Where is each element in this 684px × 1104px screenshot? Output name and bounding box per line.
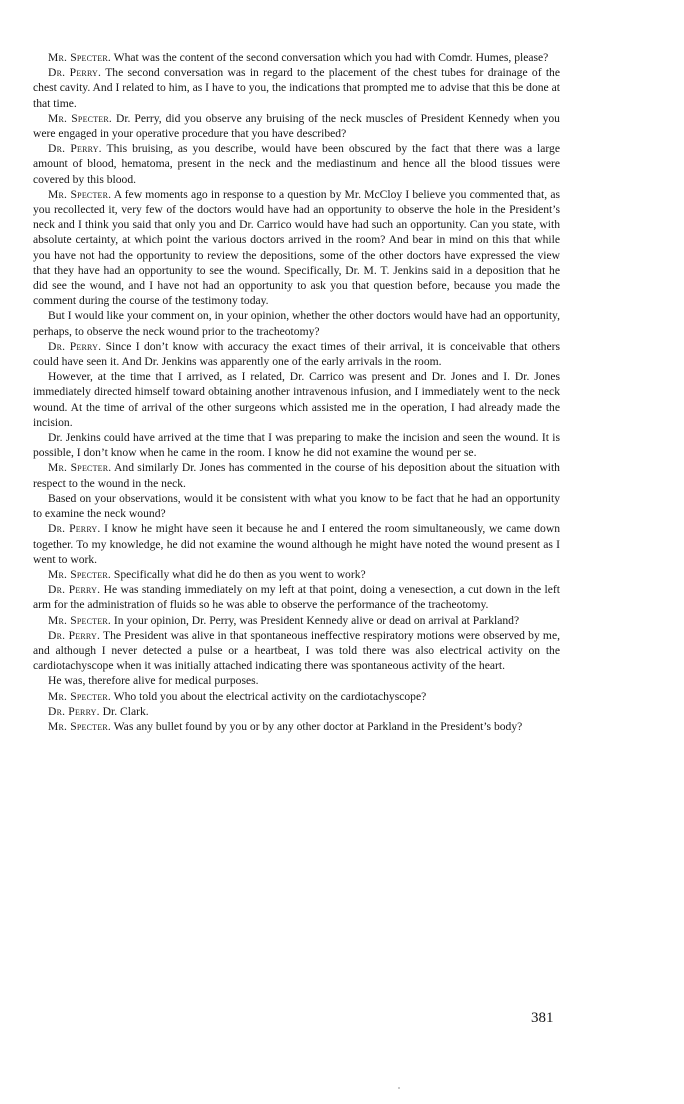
transcript-paragraph <box>33 141 560 187</box>
paragraph-text: Who told you about the electrical activity on the cardiotachyscope? <box>110 689 427 703</box>
paragraph-text: Dr. Perry, did you observe any bruising of the neck muscles of President Kennedy when you were engaged in your operative procedure that you have described? <box>33 111 560 141</box>
paragraph-text: Since I don’t know with accuracy the exact times of their arrival, it is conceivable that others could have seen it. And Dr. Jenkins was apparently one of the early arrivals in the room. <box>33 339 560 369</box>
transcript-paragraph <box>33 369 560 430</box>
transcript-paragraph <box>33 430 560 460</box>
transcript-paragraph <box>33 673 560 688</box>
transcript-paragraph <box>33 111 560 141</box>
transcript-paragraph <box>33 613 560 628</box>
speaker-label: Dr. Perry. <box>48 628 101 642</box>
transcript-paragraph <box>33 491 560 521</box>
paragraph-text: He was standing immediately on my left at that point, doing a venesection, a cut down in the left arm for the administration of fluids so he was able to observe the performance of the tracheotomy. <box>33 583 560 612</box>
speaker-label: Dr. Perry. <box>48 522 101 536</box>
paragraph-text: Dr. Clark. <box>99 704 149 718</box>
transcript-paragraph <box>33 50 560 65</box>
paragraph-text: What was the content of the second conversation which you had with Comdr. Humes, please? <box>110 51 549 64</box>
paragraph-text: Dr. Jenkins could have arrived at the time that I was preparing to make the incision and seen the wound. It is possible, I don’t know when he came in the room. I know he did not examine the wound per se. <box>33 431 560 460</box>
transcript-paragraph <box>33 567 560 582</box>
transcript-paragraph <box>33 704 560 719</box>
transcript-body <box>33 50 560 734</box>
speaker-label: Dr. Perry. <box>48 583 101 597</box>
speaker-label: Mr. Specter. <box>48 461 112 475</box>
paragraph-text: However, at the time that I arrived, as I related, Dr. Carrico was present and Dr. Jones and I. Dr. Jones immediately directed himself toward obtaining another intravenous infusion, and I immediately went to the neck wound. At the time of arrival of the other surgeons which assisted me in the operation, I had already made the incision. <box>33 370 560 429</box>
scan-speck <box>398 1087 400 1089</box>
transcript-paragraph <box>33 521 560 567</box>
transcript-paragraph <box>33 65 560 111</box>
speaker-label: Mr. Specter. <box>48 613 111 627</box>
paragraph-text: This bruising, as you describe, would have been obscured by the fact that there was a large amount of blood, hematoma, present in the neck and the mediastinum and hence all the blood tissues were covered by this blood. <box>33 142 560 186</box>
speaker-label: Dr. Perry. <box>48 66 102 80</box>
paragraph-text: He was, therefore alive for medical purposes. <box>48 674 259 688</box>
paragraph-text: But I would like your comment on, in your opinion, whether the other doctors would have had an opportunity, perhaps, to observe the neck wound prior to the tracheotomy? <box>33 309 560 338</box>
paragraph-text: The President was alive in that spontaneous ineffective respiratory motions were observed by me, and although I never detected a pulse or a heartbeat, I was told there was also electrical activity on the cardiotachyscope when it was initially attached indicating there was spontaneous activity of the heart. <box>33 628 560 673</box>
speaker-label: Dr. Perry. <box>48 704 100 718</box>
paragraph-text: Specifically what did he do then as you went to work? <box>110 567 366 581</box>
speaker-label: Mr. Specter. <box>48 111 113 125</box>
paragraph-text: Based on your observations, would it be consistent with what you know to be fact that he had an opportunity to examine the neck wound? <box>33 491 560 521</box>
speaker-label: Mr. Specter. <box>48 567 111 581</box>
speaker-label: Mr. Specter. <box>48 689 111 703</box>
paragraph-text: And similarly Dr. Jones has commented in the course of his deposition about the situation with respect to the wound in the neck. <box>33 461 560 490</box>
paragraph-text: A few moments ago in response to a question by Mr. McCloy I believe you commented that, as you recollected it, very few of the doctors would have had an opportunity to observe the hole in the President’s neck and I think you said that only you and Dr. Carrico would have had such an opportunity. Can you state, with absolute certainty, at which point the various doctors arrived in the room? And bear in mind on this that while you have not had the opportunity to review the depositions, some of the other doctors have expressed the view that they have had an opportunity to see the wound. Specifically, Dr. M. T. Jenkins said in a deposition that he did see the wound, and I have not had an opportunity to ask you that question before, because you made the comment during the course of the testimony today. <box>33 187 560 308</box>
paragraph-text: In your opinion, Dr. Perry, was President Kennedy alive or dead on arrival at Parkland? <box>110 613 520 627</box>
transcript-paragraph <box>33 308 560 338</box>
transcript-paragraph <box>33 460 560 490</box>
transcript-paragraph <box>33 719 560 734</box>
speaker-label: Dr. Perry. <box>48 142 102 156</box>
transcript-paragraph <box>33 628 560 674</box>
speaker-label: Mr. Specter. <box>48 187 112 201</box>
transcript-paragraph <box>33 582 560 612</box>
paragraph-text: Was any bullet found by you or by any other doctor at Parkland in the President’s body? <box>110 719 523 733</box>
speaker-label: Mr. Specter. <box>48 719 111 733</box>
speaker-label: Dr. Perry. <box>48 339 102 353</box>
transcript-paragraph <box>33 339 560 369</box>
paragraph-text: The second conversation was in regard to the placement of the chest tubes for drainage of the chest cavity. And I related to him, as I have to you, the indications that prompted me to advise that this be done at that time. <box>33 66 560 110</box>
speaker-label: Mr. Specter. <box>48 51 111 64</box>
transcript-paragraph <box>33 689 560 704</box>
transcript-page <box>33 50 560 734</box>
transcript-paragraph <box>33 187 560 309</box>
paragraph-text: I know he might have seen it because he and I entered the room simultaneously, we came down together. To my knowledge, he did not examine the wound although he might have noted the wound present as I went to work. <box>33 522 560 566</box>
page-number: 381 <box>531 1010 554 1026</box>
